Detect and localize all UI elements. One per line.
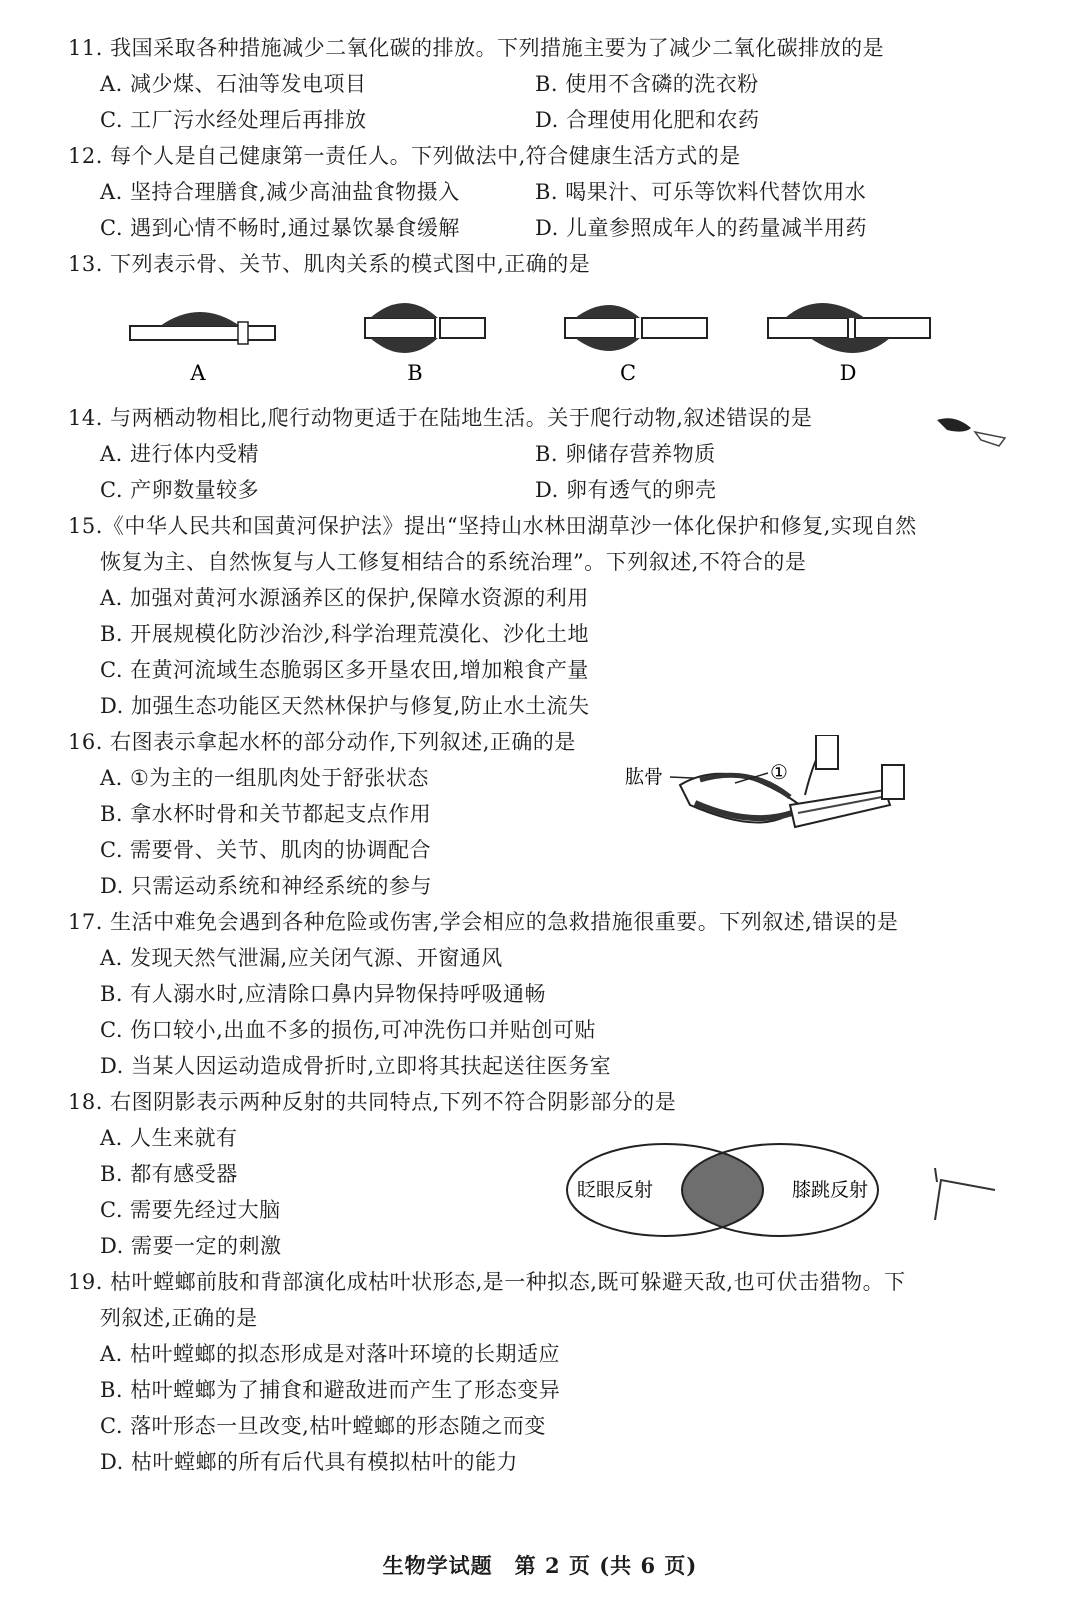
q17-stem: 17. 生活中难免会遇到各种危险或伤害,学会相应的急救措施很重要。下列叙述,错误的是: [68, 910, 899, 934]
page-footer: 生物学试题 第 2 页 (共 6 页): [382, 1553, 698, 1578]
q15-option-b: B. 开展规模化防沙治沙,科学治理荒漠化、沙化土地: [100, 622, 589, 646]
q16-option-c: C. 需要骨、关节、肌肉的协调配合: [100, 838, 432, 862]
venn-left-label: 眨眼反射: [576, 1179, 654, 1201]
q13-label-a: A: [190, 361, 206, 385]
q15-option-c: C. 在黄河流域生态脆弱区多开垦农田,增加粮食产量: [100, 658, 589, 682]
q13-label-b: B: [407, 361, 423, 385]
q12-stem: 12. 每个人是自己健康第一责任人。下列做法中,符合健康生活方式的是: [68, 144, 741, 168]
q13-figure-c: [565, 305, 707, 351]
q18-option-b: B. 都有感受器: [100, 1162, 238, 1186]
q18-option-a: A. 人生来就有: [100, 1126, 238, 1150]
q14-option-b: B. 卵储存营养物质: [535, 442, 716, 466]
q17-option-c: C. 伤口较小,出血不多的损伤,可冲洗伤口并贴创可贴: [100, 1018, 597, 1042]
q14-option-c: C. 产卵数量较多: [100, 478, 260, 502]
pen-mark-icon: [925, 1160, 1005, 1230]
q16-marker-1: ①: [770, 760, 788, 784]
q16-stem: 16. 右图表示拿起水杯的部分动作,下列叙述,正确的是: [68, 730, 576, 754]
q16-option-d: D. 只需运动系统和神经系统的参与: [100, 874, 432, 898]
q16-option-a: A. ①为主的一组肌肉处于舒张状态: [100, 766, 429, 790]
q15-option-d: D. 加强生态功能区天然林保护与修复,防止水土流失: [100, 694, 590, 718]
q13-label-c: C: [619, 361, 637, 385]
q19-stem-cont: 列叙述,正确的是: [100, 1306, 258, 1330]
q19-option-b: B. 枯叶螳螂为了捕食和避敌进而产生了形态变异: [100, 1378, 561, 1402]
q16-humerus-label: 肱骨: [625, 766, 664, 788]
q15-stem: 15.《中华人民共和国黄河保护法》提出“坚持山水林田湖草沙一体化保护和修复,实现自然: [68, 514, 917, 538]
q15-stem-cont: 恢复为主、自然恢复与人工修复相结合的系统治理”。下列叙述,不符合的是: [100, 550, 807, 574]
q17-option-a: A. 发现天然气泄漏,应关闭气源、开窗通风: [100, 946, 503, 970]
q13-figures: [120, 290, 960, 400]
q13-stem: 13. 下列表示骨、关节、肌肉关系的模式图中,正确的是: [68, 252, 591, 276]
venn-right-label: 膝跳反射: [791, 1179, 869, 1201]
q19-option-d: D. 枯叶螳螂的所有后代具有模拟枯叶的能力: [100, 1450, 518, 1474]
q15-option-a: A. 加强对黄河水源涵养区的保护,保障水资源的利用: [100, 586, 589, 610]
q13-figure-d: [768, 303, 930, 353]
q11-option-b: B. 使用不含磷的洗衣粉: [535, 72, 759, 96]
q18-venn-diagram: [565, 1140, 895, 1240]
q11-stem: 11. 我国采取各种措施减少二氧化碳的排放。下列措施主要为了减少二氧化碳排放的是: [68, 36, 885, 60]
q13-label-d: D: [839, 361, 857, 385]
pen-mark-icon: [935, 412, 1015, 452]
q19-stem: 19. 枯叶螳螂前肢和背部演化成枯叶状形态,是一种拟态,既可躲避天敌,也可伏击猎物。下: [68, 1270, 906, 1294]
q16-option-b: B. 拿水杯时骨和关节都起支点作用: [100, 802, 432, 826]
q11-option-a: A. 减少煤、石油等发电项目: [100, 72, 367, 96]
q14-option-d: D. 卵有透气的卵壳: [535, 478, 717, 502]
q11-option-d: D. 合理使用化肥和农药: [535, 108, 760, 132]
q12-option-d: D. 儿童参照成年人的药量减半用药: [535, 216, 867, 240]
q12-option-b: B. 喝果汁、可乐等饮料代替饮用水: [535, 180, 867, 204]
q16-arm-figure: [620, 735, 920, 875]
q17-option-b: B. 有人溺水时,应清除口鼻内异物保持呼吸通畅: [100, 982, 546, 1006]
q13-figure-a: [130, 312, 275, 344]
q19-option-c: C. 落叶形态一旦改变,枯叶螳螂的形态随之而变: [100, 1414, 546, 1438]
q14-stem: 14. 与两栖动物相比,爬行动物更适于在陆地生活。关于爬行动物,叙述错误的是: [68, 406, 813, 430]
q13-figure-b: [365, 303, 485, 353]
q12-option-a: A. 坚持合理膳食,减少高油盐食物摄入: [100, 180, 460, 204]
q18-stem: 18. 右图阴影表示两种反射的共同特点,下列不符合阴影部分的是: [68, 1090, 677, 1114]
q12-option-c: C. 遇到心情不畅时,通过暴饮暴食缓解: [100, 216, 460, 240]
q17-option-d: D. 当某人因运动造成骨折时,立即将其扶起送往医务室: [100, 1054, 612, 1078]
q19-option-a: A. 枯叶螳螂的拟态形成是对落叶环境的长期适应: [100, 1342, 561, 1366]
q14-option-a: A. 进行体内受精: [100, 442, 260, 466]
q11-option-c: C. 工厂污水经处理后再排放: [100, 108, 367, 132]
q18-option-d: D. 需要一定的刺激: [100, 1234, 282, 1258]
q18-option-c: C. 需要先经过大脑: [100, 1198, 281, 1222]
